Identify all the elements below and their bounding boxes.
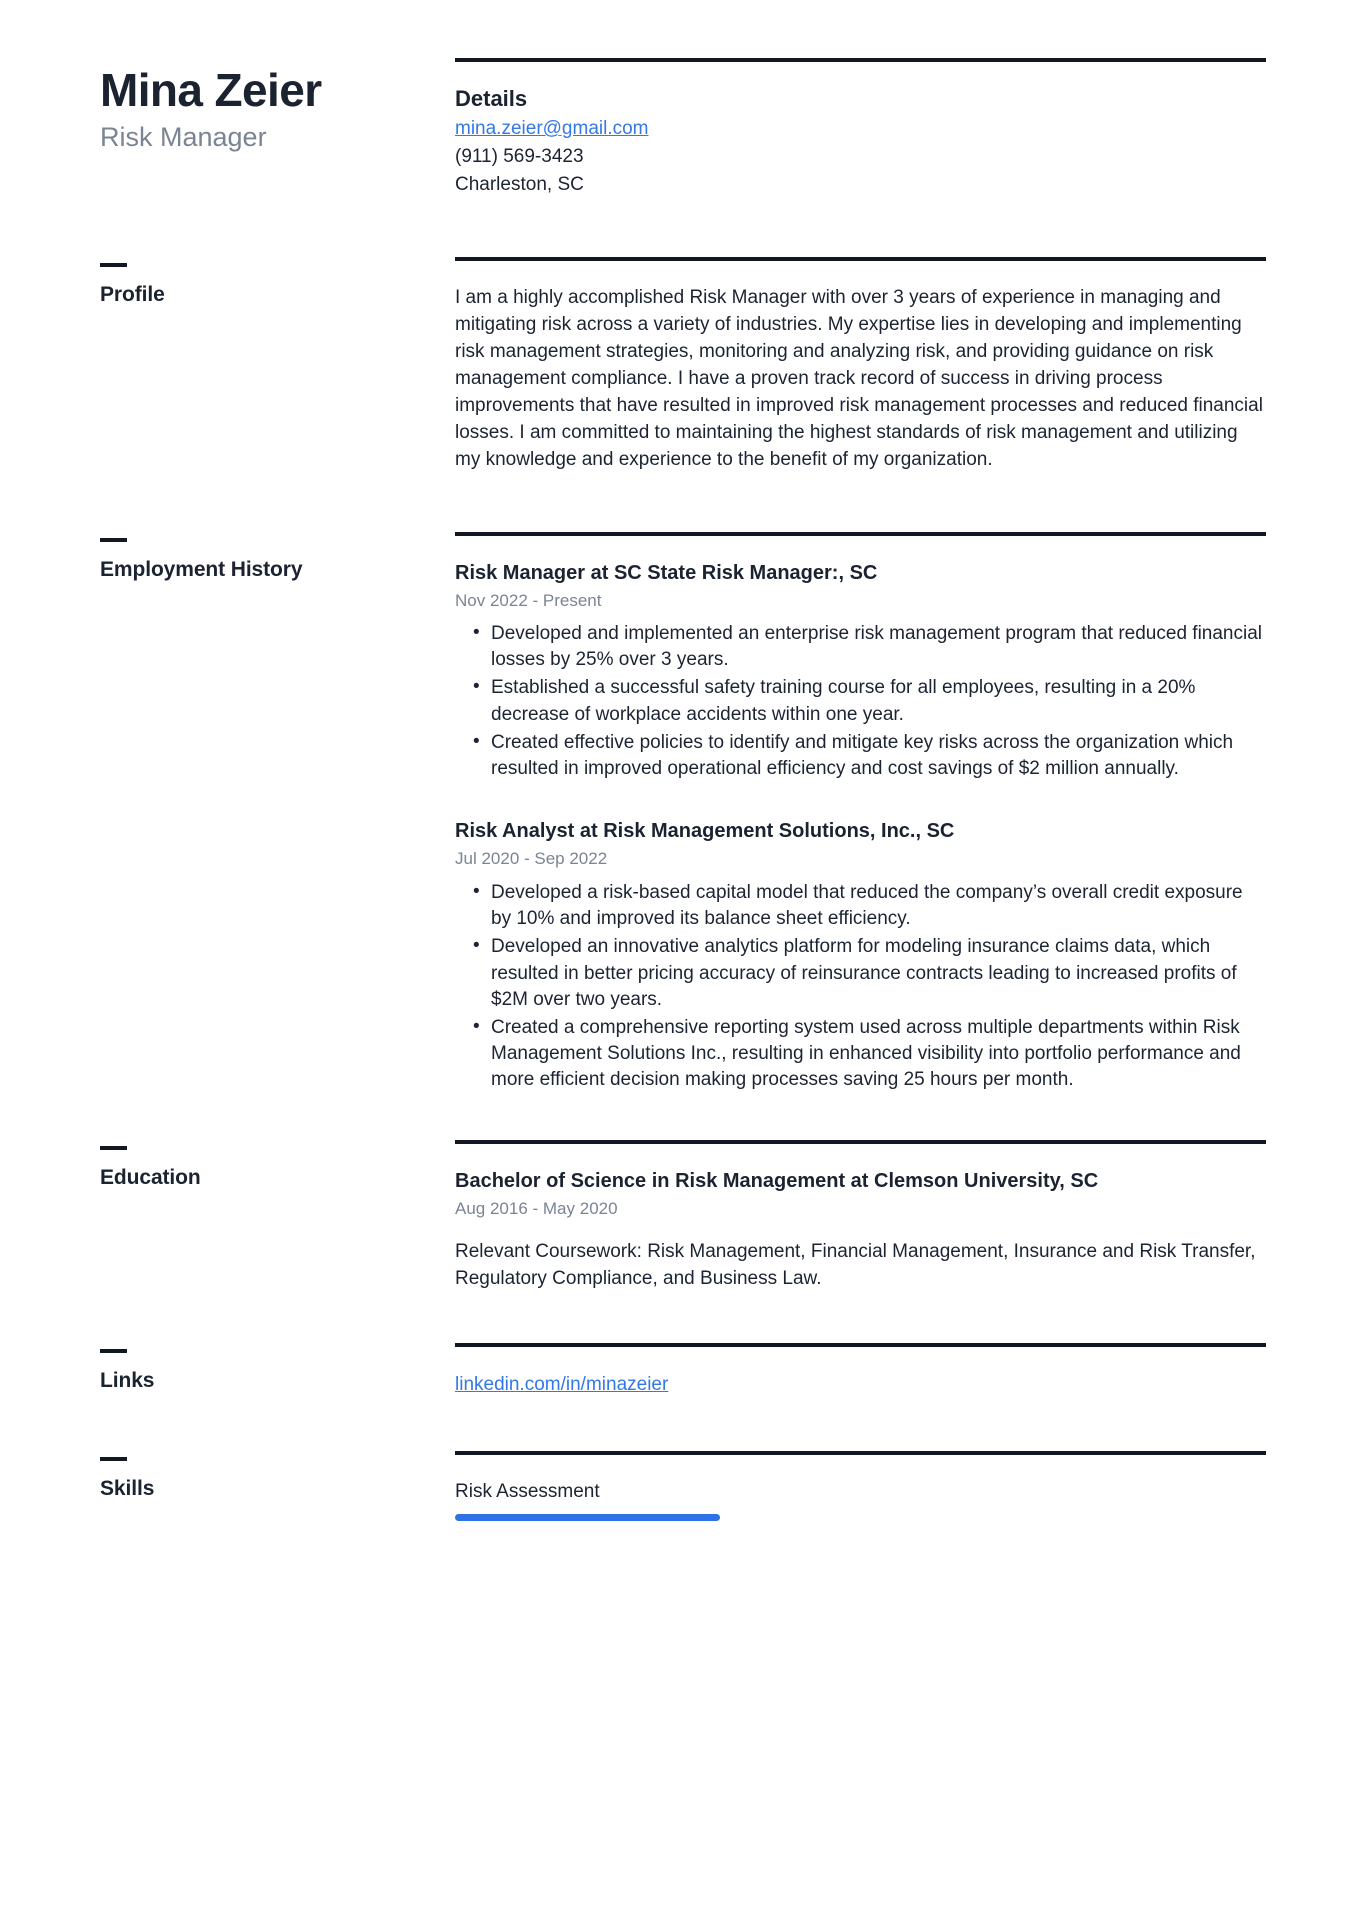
skills-label-column	[100, 1451, 455, 1501]
profile-section	[100, 257, 1266, 474]
job-title-subtitle: Risk Manager	[100, 121, 267, 152]
phone-text: (911) 569-3423	[455, 145, 584, 167]
employment-entry-date: Jul 2020 - Sep 2022	[455, 849, 608, 869]
details-section	[455, 58, 1266, 199]
employment-section	[100, 532, 1266, 1100]
details-heading: Details	[455, 86, 528, 111]
section-dash-icon	[100, 538, 127, 542]
education-section	[100, 1140, 1266, 1293]
education-label-column	[100, 1140, 455, 1190]
linkedin-link[interactable]: linkedin.com/in/minazeier	[455, 1374, 669, 1396]
resume-header	[100, 58, 1266, 199]
email-link[interactable]: mina.zeier@gmail.com	[455, 118, 649, 139]
section-label-skills: Skills	[100, 1476, 155, 1500]
location-text: Charleston, SC	[455, 173, 584, 195]
skill-level-fill	[455, 1514, 720, 1521]
section-dash-icon	[100, 263, 127, 267]
links-label-column	[100, 1343, 455, 1393]
list-item: • Created effective policies to identify and mitigate key risks across the organization which resulted in improved operational efficiency and cost savings of $2 million annually.	[455, 730, 1266, 782]
section-dash-icon	[100, 1146, 127, 1150]
employment-entry-title: Risk Manager at SC State Risk Manager:, SC	[455, 561, 878, 584]
employment-entry-date: Nov 2022 - Present	[455, 590, 602, 610]
profile-content-column	[455, 257, 1266, 474]
list-item: • Established a successful safety training course for all employees, resulting in a 20% decrease of workplace accidents within one year.	[455, 675, 1266, 727]
page-title: Mina Zeier	[100, 64, 322, 116]
education-degree-title: Bachelor of Science in Risk Management at Clemson University, SC	[455, 1169, 1099, 1192]
list-item: • Developed and implemented an enterprise risk management program that reduced financial losses by 25% over 3 years.	[455, 621, 1266, 673]
employment-entry	[455, 818, 1266, 1093]
section-label-employment: Employment History	[100, 557, 303, 581]
skill-level-track	[455, 1514, 720, 1521]
list-item: • Developed a risk-based capital model that reduced the company’s overall credit exposure by 10% and improved its balance sheet efficiency.	[455, 880, 1266, 932]
section-dash-icon	[100, 1349, 127, 1353]
links-section	[100, 1343, 1266, 1399]
education-coursework: Relevant Coursework: Risk Management, Financial Management, Insurance and Risk Transfer, Regulatory Compliance, and Business Law.	[455, 1241, 1256, 1290]
skills-content-column	[455, 1451, 1266, 1522]
list-item: • Created a comprehensive reporting system used across multiple departments within Risk Management Solutions Inc., resulting in enhanced visibility into portfolio performance and more efficient decision making processes saving 25 hours per month.	[455, 1015, 1266, 1094]
employment-entry-bullets	[455, 880, 1266, 1094]
skills-section	[100, 1451, 1266, 1522]
employment-content-column	[455, 532, 1266, 1100]
employment-entry-bullets	[455, 621, 1266, 782]
list-item: • Developed an innovative analytics platform for modeling insurance claims data, which resulted in better pricing accuracy of reinsurance contracts leading to increased profits of $2M over two years.	[455, 934, 1266, 1013]
skill-item	[455, 1479, 1266, 1522]
education-content-column	[455, 1140, 1266, 1293]
section-label-education: Education	[100, 1165, 201, 1189]
employment-label-column	[100, 532, 455, 582]
education-date: Aug 2016 - May 2020	[455, 1198, 618, 1218]
links-content-column	[455, 1343, 1266, 1399]
profile-label-column	[100, 257, 455, 307]
employment-entry	[455, 560, 1266, 783]
section-label-profile: Profile	[100, 282, 165, 306]
employment-entry-title: Risk Analyst at Risk Management Solutions, Inc., SC	[455, 820, 955, 843]
profile-paragraph: I am a highly accomplished Risk Manager with over 3 years of experience in managing and mitigating risk across a variety of industries. My expertise lies in developing and implementing risk management strategies, monitoring and analyzing risk, and providing guidance on risk management compliance. I have a proven track record of success in driving process improvements that have resulted in improved risk management processes and reduced financial losses. I am committed to maintaining the highest standards of risk management and utilizing my knowledge and experience to the benefit of my organization.	[455, 286, 1263, 470]
skill-name: Risk Assessment	[455, 1480, 600, 1502]
section-label-links: Links	[100, 1369, 155, 1393]
header-identity	[100, 58, 455, 155]
section-dash-icon	[100, 1457, 127, 1461]
